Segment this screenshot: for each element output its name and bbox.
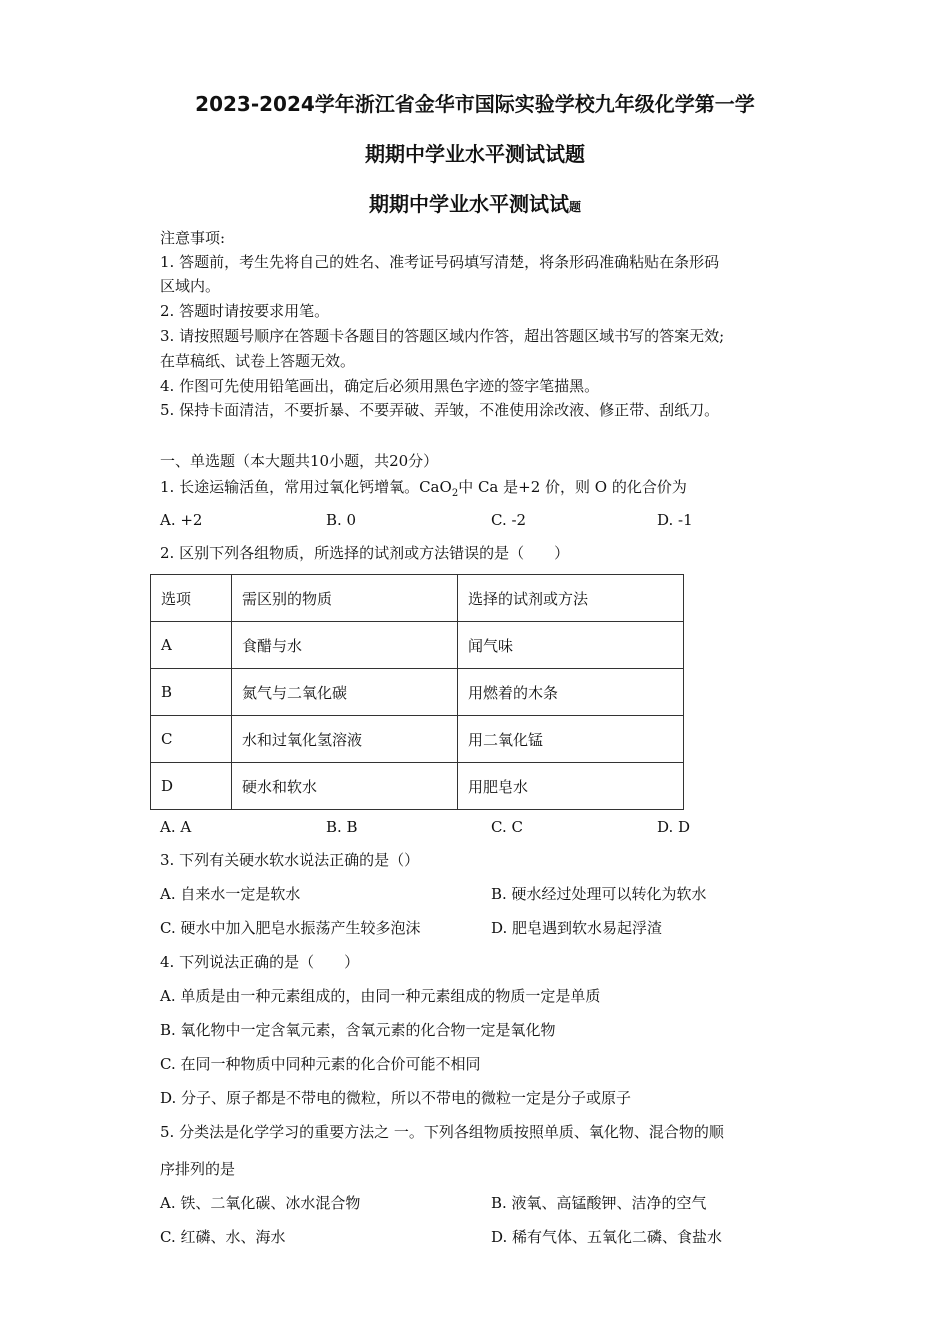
q4-option-c: C. 在同一种物质中同种元素的化合价可能不相同 bbox=[160, 1055, 481, 1073]
q5-option-c: C. 红磷、水、海水 bbox=[160, 1228, 286, 1246]
q5-stem-line1: 5. 分类法是化学学习的重要方法之 一。下列各组物质按照单质、氧化物、混合物的顺 bbox=[160, 1123, 724, 1141]
q2-stem: 2. 区别下列各组物质，所选择的试剂或方法错误的是（ ） bbox=[160, 544, 570, 562]
q2-option-d: D. D bbox=[657, 818, 691, 836]
q4-option-b: B. 氧化物中一定含氧元素，含氧元素的化合物一定是氧化物 bbox=[160, 1021, 556, 1039]
q2-option-c: C. C bbox=[491, 818, 523, 836]
note-3-line2: 在草稿纸、试卷上答题无效。 bbox=[160, 352, 356, 370]
q1-option-c: C. -2 bbox=[491, 511, 527, 529]
notes-heading: 注意事项: bbox=[160, 229, 226, 247]
q3-option-d: D. 肥皂遇到软水易起浮渣 bbox=[491, 919, 663, 937]
table-cell: 氮气与二氧化碳 bbox=[232, 669, 458, 716]
table-cell: 硬水和软水 bbox=[232, 763, 458, 810]
table-cell: C bbox=[151, 716, 232, 763]
q3-option-b: B. 硬水经过处理可以转化为软水 bbox=[491, 885, 707, 903]
section-heading: 一、单选题（本大题共10小题，共20分） bbox=[160, 452, 439, 470]
table-header-cell: 选择的试剂或方法 bbox=[458, 575, 684, 622]
note-2: 2. 答题时请按要求用笔。 bbox=[160, 302, 330, 320]
q5-option-d: D. 稀有气体、五氧化二磷、食盐水 bbox=[491, 1228, 723, 1246]
q3-option-c: C. 硬水中加入肥皂水振荡产生较多泡沫 bbox=[160, 919, 421, 937]
q1-stem: 1. 长途运输活鱼，常用过氧化钙增氧。CaO$_2$中 Ca 是+2 价，则 O 的化合价为 bbox=[160, 478, 687, 499]
table-header-row bbox=[151, 575, 684, 622]
q1-option-a: A. +2 bbox=[160, 511, 203, 529]
table-cell: 用肥皂水 bbox=[458, 763, 684, 810]
table-cell: 用燃着的木条 bbox=[458, 669, 684, 716]
table-cell: D bbox=[151, 763, 232, 810]
exam-title-line1: 2023-2024学年浙江省金华市国际实验学校九年级化学第一学 bbox=[195, 92, 755, 116]
q1-option-d: D. -1 bbox=[657, 511, 693, 529]
exam-title-line3 bbox=[0, 188, 950, 217]
table-row bbox=[151, 716, 684, 763]
q4-stem: 4. 下列说法正确的是（ ） bbox=[160, 953, 360, 971]
note-1-line1: 1. 答题前，考生先将自己的姓名、准考证号码填写清楚，将条形码准确粘贴在条形码 bbox=[160, 253, 720, 271]
note-3-line1: 3. 请按照题号顺序在答题卡各题目的答题区域内作答，超出答题区域书写的答案无效; bbox=[160, 327, 725, 345]
exam-title-line3-small: 题 bbox=[568, 200, 581, 214]
note-5: 5. 保持卡面清洁，不要折暴、不要弄破、弄皱，不准使用涂改液、修正带、刮纸刀。 bbox=[160, 401, 720, 419]
table-header-cell: 选项 bbox=[151, 575, 232, 622]
q5-option-a: A. 铁、二氧化碳、冰水混合物 bbox=[160, 1194, 361, 1212]
q5-stem-line2: 序排列的是 bbox=[160, 1160, 236, 1178]
table-cell: A bbox=[151, 622, 232, 669]
q4-option-a: A. 单质是由一种元素组成的，由同一种元素组成的物质一定是单质 bbox=[160, 987, 601, 1005]
table-cell: 闻气味 bbox=[458, 622, 684, 669]
table-cell: B bbox=[151, 669, 232, 716]
table-header-cell: 需区别的物质 bbox=[232, 575, 458, 622]
exam-title-line2: 期期中学业水平测试试题 bbox=[365, 142, 585, 166]
q2-option-a: A. A bbox=[160, 818, 192, 836]
note-4: 4. 作图可先使用铅笔画出，确定后必须用黑色字迹的签字笔描黑。 bbox=[160, 377, 600, 395]
table-row bbox=[151, 669, 684, 716]
table-cell: 用二氧化锰 bbox=[458, 716, 684, 763]
q3-stem: 3. 下列有关硬水软水说法正确的是（） bbox=[160, 851, 420, 869]
q2-table bbox=[150, 574, 684, 810]
table-cell: 食醋与水 bbox=[232, 622, 458, 669]
table-row bbox=[151, 622, 684, 669]
table-row bbox=[151, 763, 684, 810]
q4-option-d: D. 分子、原子都是不带电的微粒，所以不带电的微粒一定是分子或原子 bbox=[160, 1089, 632, 1107]
q3-option-a: A. 自来水一定是软水 bbox=[160, 885, 301, 903]
q2-option-b: B. B bbox=[326, 818, 358, 836]
q1-option-b: B. 0 bbox=[326, 511, 357, 529]
table-cell: 水和过氧化氢溶液 bbox=[232, 716, 458, 763]
exam-title-line3-main: 期期中学业水平测试试 bbox=[368, 192, 569, 216]
q5-option-b: B. 液氧、高锰酸钾、洁净的空气 bbox=[491, 1194, 707, 1212]
note-1-line2: 区域内。 bbox=[160, 277, 221, 295]
